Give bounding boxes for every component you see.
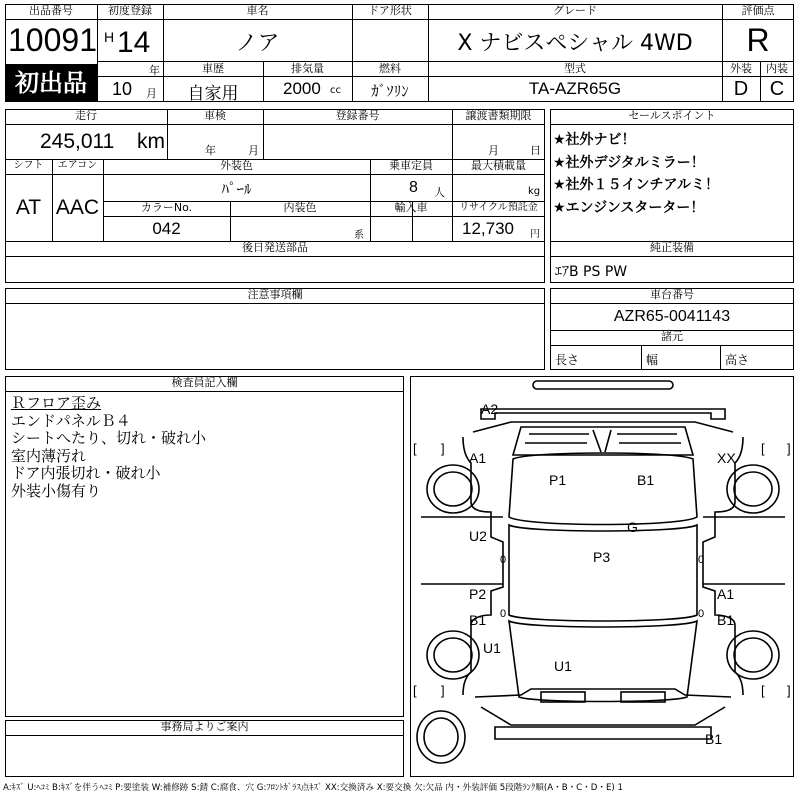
door-handle: 0: [698, 554, 705, 566]
divider: [5, 391, 404, 392]
model-label: 型式: [564, 62, 586, 75]
bracket: ]: [787, 441, 791, 456]
later-parts-label: 後日発送部品: [242, 241, 308, 254]
rear-bumper: [495, 727, 711, 739]
exterior-label: 外装: [730, 62, 752, 75]
inspector-line: 室内薄汚れ: [11, 446, 87, 465]
displacement: 2000: [283, 79, 321, 98]
grade-label: グレード: [553, 4, 597, 17]
model: TA-AZR65G: [528, 79, 622, 98]
import-label: 輸入車: [394, 201, 428, 214]
shift: AT: [15, 196, 42, 219]
capacity-unit: 人: [434, 186, 445, 199]
notes-label: 注意事項欄: [247, 288, 303, 301]
displacement-label: 排気量: [291, 62, 324, 75]
exterior-grade: D: [733, 78, 749, 100]
spacer: [97, 61, 163, 62]
color-no: 042: [152, 219, 181, 238]
transfer-month-unit: 月: [488, 144, 499, 157]
spare-tire-rim: [424, 718, 458, 756]
interior-label: 内装: [766, 62, 788, 75]
color-no-label: カラーNo.: [140, 201, 193, 214]
height-label: 高さ: [725, 353, 750, 367]
ac: AAC: [55, 196, 100, 219]
inspection-label: 車検: [204, 109, 226, 122]
load-unit: kg: [528, 186, 541, 197]
car-diagram: [410, 376, 794, 777]
genuine-value: ｴｱB PS PW: [555, 264, 628, 280]
damage-mark: B1: [717, 612, 735, 628]
inspection-year-unit: 年: [205, 144, 216, 157]
mileage-label: 走行: [75, 109, 97, 122]
sales-point: ★社外ナビ！: [553, 132, 636, 148]
bracket: ]: [441, 441, 445, 456]
bracket: ]: [441, 683, 445, 698]
damage-mark: U2: [469, 528, 487, 544]
displacement-unit: cc: [330, 85, 341, 96]
divider: [641, 345, 642, 370]
divider: [97, 19, 794, 20]
divider: [720, 345, 721, 370]
year: 14: [117, 26, 151, 59]
genuine-label: 純正装備: [650, 241, 694, 254]
load-label: 最大積載量: [471, 159, 526, 172]
right-body-contour: [703, 437, 743, 695]
interior-color-label: 内装色: [283, 201, 317, 214]
fuel-label: 燃料: [379, 62, 401, 75]
divider: [103, 216, 545, 217]
door-handle: 0: [698, 608, 705, 620]
reg-label: 初度登録: [108, 4, 152, 17]
front-roof: [509, 453, 697, 525]
name-label: 車名: [246, 4, 269, 17]
inspector-line: 外装小傷有り: [11, 481, 102, 500]
bracket: ]: [787, 683, 791, 698]
bracket: [: [413, 683, 417, 698]
inspector-line: Ｒフロア歪み: [11, 394, 102, 412]
sales-points-label: セールスポイント: [628, 109, 716, 122]
divider: [97, 76, 794, 77]
recycle-label: リサイクル預託金: [459, 202, 538, 213]
mileage: 245,011: [40, 130, 115, 153]
damage-mark: P1: [549, 472, 567, 488]
rear-bumper-top: [481, 707, 725, 725]
divider: [5, 19, 97, 20]
damage-mark: P3: [593, 549, 611, 565]
bracket: [: [413, 441, 417, 456]
legend: A:ｷｽﾞ U:ﾍｺﾐ B:ｷｽﾞを伴うﾍｺﾐ P:要塗装 W:補修跡 S:錆 C:腐食、穴 G:ﾌﾛﾝﾄｶﾞﾗｽ点ｷｽﾞ XX:交換済み X:要交換 欠:欠品 内・外装評価 5段階ﾗﾝｸ順(A・B・C・D・E) 1: [3, 783, 623, 793]
inspection-month-unit: 月: [248, 144, 259, 157]
rear-line: [475, 689, 731, 697]
divider: [550, 303, 794, 304]
divider: [550, 256, 794, 257]
bracket: [: [761, 441, 765, 456]
sales-point: ★社外１５インチアルミ！: [553, 177, 719, 193]
chassis-label: 車台番号: [650, 288, 694, 301]
interior-color-unit: 系: [354, 230, 364, 241]
office-label: 事務局よりご案内: [160, 720, 249, 733]
damage-mark: U1: [554, 658, 572, 674]
hood-edge: [481, 409, 725, 419]
score: R: [746, 22, 770, 58]
sales-point: ★エンジンスターター！: [553, 199, 705, 216]
divider: [5, 124, 545, 125]
inspector-notes: [11, 395, 206, 500]
mileage-unit: km: [137, 130, 165, 153]
damage-mark: G: [627, 519, 638, 535]
divider: [5, 735, 404, 736]
month-unit: 月: [146, 87, 157, 100]
fuel: ｶﾞｿﾘﾝ: [371, 82, 409, 100]
inspector-line: ドア内張切れ・破れ小: [11, 464, 161, 482]
damage-mark: A2: [481, 401, 499, 417]
color-label: 外装色: [220, 159, 253, 172]
left-body-contour: [463, 437, 503, 695]
recycle: 12,730: [462, 219, 514, 238]
capacity-label: 乗車定員: [389, 159, 433, 172]
era: H: [104, 29, 115, 45]
door-handle: 0: [500, 608, 507, 620]
car-name: ノア: [235, 31, 280, 56]
damage-mark: B1: [637, 472, 655, 488]
inspector-line: シートへたり、切れ・破れ小: [11, 429, 207, 447]
chassis-number: AZR65-0041143: [613, 308, 731, 325]
shift-label: シフト: [13, 160, 44, 171]
inspector-label: 検査員記入欄: [171, 376, 238, 389]
divider: [5, 256, 545, 257]
history-label: 車歴: [202, 62, 224, 75]
divider: [5, 303, 545, 304]
lot-label: 出品番号: [29, 4, 73, 17]
sales-points-list: [553, 129, 719, 219]
length-label: 長さ: [555, 353, 580, 367]
width-label: 幅: [646, 353, 659, 367]
damage-mark: U1: [483, 640, 501, 656]
divider: [5, 174, 103, 175]
transfer-day-unit: 日: [530, 144, 541, 157]
month: 10: [112, 79, 133, 99]
interior-grade: C: [769, 78, 785, 100]
damage-mark: XX: [717, 450, 736, 466]
first-listing-badge: 初出品: [5, 64, 97, 102]
wheel-front-right-rim: [734, 472, 772, 506]
damage-mark: P2: [469, 586, 487, 602]
color: ﾊﾟｰﾙ: [221, 180, 252, 198]
damage-mark: B1: [705, 731, 723, 747]
year-unit: 年: [149, 64, 160, 77]
bracket: [: [761, 683, 765, 698]
sales-point: ★社外デジタルミラー！: [553, 154, 705, 171]
car-diagram-svg: [411, 377, 795, 778]
damage-mark: B1: [469, 612, 487, 628]
windshield: [513, 427, 693, 455]
grade: X ナビスペシャル 4WD: [457, 31, 693, 56]
recycle-unit: 円: [530, 229, 540, 240]
roof: [509, 525, 697, 621]
transfer-label: 譲渡書類期限: [465, 109, 532, 122]
divider: [103, 174, 545, 175]
damage-mark: A1: [469, 450, 487, 466]
lot-number: 10091: [8, 22, 97, 58]
door-label: ドア形状: [368, 4, 412, 17]
mirror-stem: [593, 430, 611, 452]
ac-label: エアコン: [57, 160, 98, 171]
inspector-line: エンドパネルＢ４: [11, 411, 131, 430]
wheel-front-left-rim: [434, 472, 472, 506]
registration-label: 登録番号: [335, 109, 380, 122]
capacity: 8: [409, 179, 418, 196]
wiper: [525, 434, 681, 443]
score-label: 評価点: [741, 4, 775, 17]
wheel-rear-left-rim: [434, 638, 472, 672]
history: 自家用: [187, 84, 239, 104]
damage-mark: A1: [717, 586, 735, 602]
door-handle: 0: [500, 554, 507, 566]
divider: [550, 345, 794, 346]
dims-label: 諸元: [661, 330, 683, 343]
front-bumper: [533, 381, 673, 389]
wheel-rear-right-rim: [734, 638, 772, 672]
divider: [550, 124, 794, 125]
